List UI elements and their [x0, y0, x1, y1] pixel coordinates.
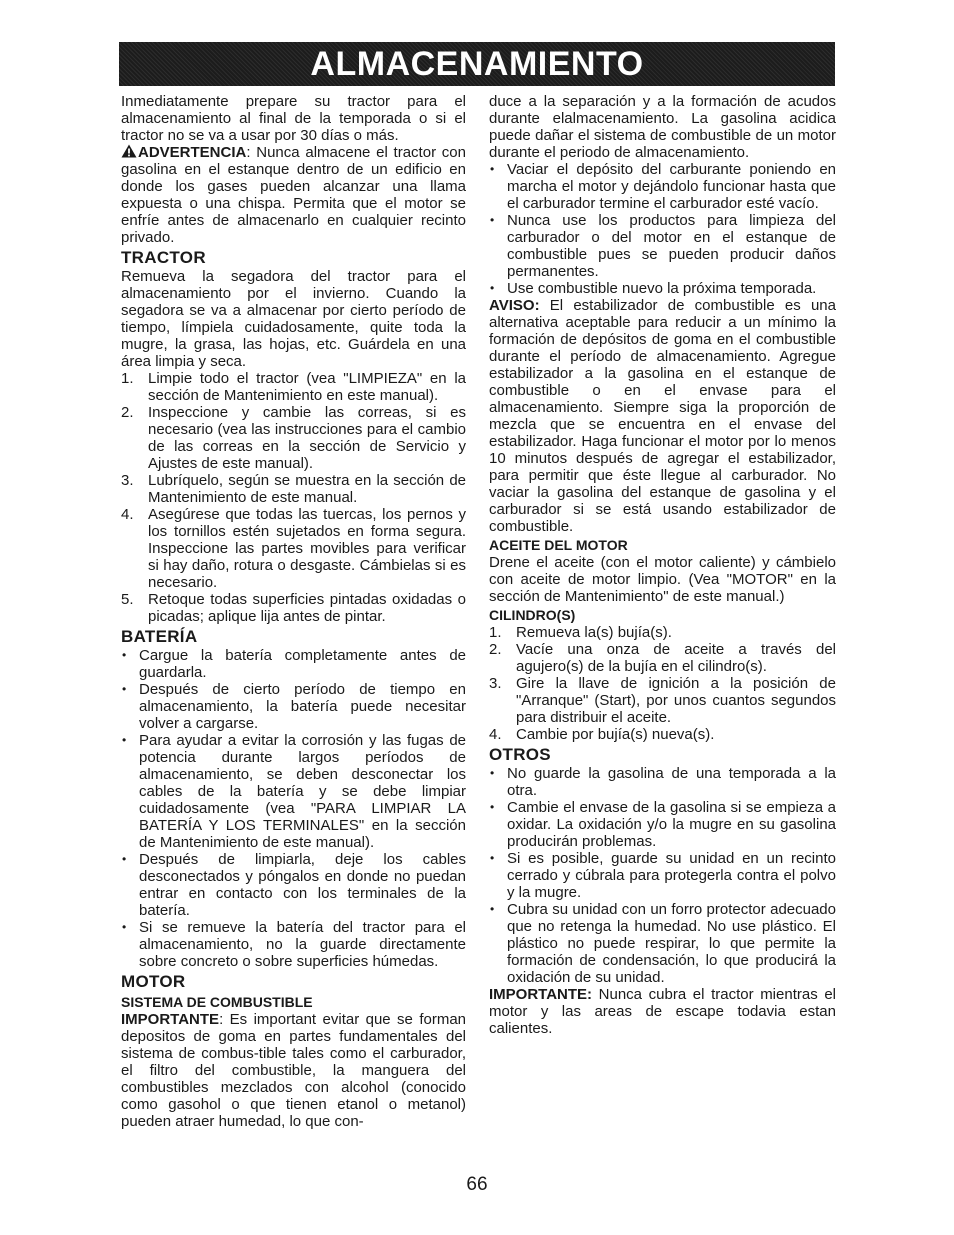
intro-paragraph: Inmediatamente prepare su tractor para el almacenamiento al final de la temporada o si el tractor no se va a usar por 30 días o más.: [121, 93, 466, 144]
step-text: Limpie todo el tractor (vea "LIMPIEZA" en la sección de Mantenimiento en este manual).: [148, 370, 466, 404]
otros-bullets: [489, 765, 836, 986]
fuel-system-text: : Es important evitar que se forman depositos de goma en partes fundamentales del sistema de combus-tible tales como el carburador, el filtro del combustible, la manguera del combustibles mezclados con alcohol (conocido como gasohol o que tienen etanol o metanol) pueden atraer humedad, lo que con-: [121, 1011, 466, 1130]
list-item: [489, 675, 836, 726]
list-item: [121, 919, 466, 970]
step-text: Remueva la(s) bujía(s).: [516, 624, 672, 641]
cilindros-heading: CILINDRO(S): [489, 607, 576, 623]
warning-text: : Nunca almacene el tractor con gasolina en el estanque dentro de un edificio en donde los gases pueden alcanzar una llama expuesta o una chispa. Permita que el motor se enfríe antes de almacenarlo en cualquier recinto privado.: [121, 144, 466, 246]
left-column: [121, 93, 466, 1130]
bullet-text: Nunca use los productos para limpieza del carburador o del motor en el estanque de combustible pues se pueden producir daños permanentes.: [507, 212, 836, 280]
importante-text: Nunca cubra el tractor mientras el motor y las areas de escape todavia estan calientes.: [489, 986, 836, 1037]
page-number: 66: [466, 1174, 488, 1195]
bullet-text: Use combustible nuevo la próxima temporada.: [507, 280, 817, 297]
step-text: Inspeccione y cambie las correas, si es necesario (vea las instrucciones para el cambio de las correas en la sección de Servicio y Ajustes de este manual).: [148, 404, 466, 472]
bateria-heading: BATERÍA: [121, 627, 198, 646]
bullet-text: Cubra su unidad con un forro protector adecuado que no retenga la humedad. No use plástico. El plástico no puede respirar, lo que permite la formación de condensación, lo que producirá la oxidación de su unidad.: [507, 901, 836, 986]
aceite-paragraph: Drene el aceite (con el motor caliente) y cámbielo con aceite de motor limpio. (Vea "MOTOR" en la sección de Mantenimiento" de este manual.): [489, 554, 836, 605]
tractor-heading: TRACTOR: [121, 248, 206, 267]
aviso-text: El estabilizador de combustible es una alternativa aceptable para reducir a un mínimo la formación de depósitos de goma en el combustible durante el período de almacenamiento. Agregue estabilizador a la gasolina en el estanque de combustible o en el envase para el almacenamiento. Siempre siga la proporción de mezcla que se encuentra en el envase del estabilizador. Haga funcionar el motor por lo menos 10 minutos después de agregar el estabilizador, para permitir que éste llegue al carburador. No vaciar la gasolina del estanque de gasolina y el carburador si se está usando estabilizador de combustible.: [489, 297, 836, 535]
fuel-system-paragraph: [121, 1011, 466, 1130]
list-item: [489, 765, 836, 799]
bullet-icon: •: [490, 902, 495, 916]
step-number: 4.: [121, 506, 134, 523]
bullet-icon: •: [122, 852, 127, 866]
warning-triangle-icon: [121, 144, 137, 158]
bateria-bullets: [121, 647, 466, 970]
importante-label: IMPORTANTE:: [489, 986, 593, 1003]
list-item: [121, 472, 466, 506]
list-item: [121, 732, 466, 851]
motor-heading: MOTOR: [121, 972, 186, 991]
list-item: [121, 506, 466, 591]
list-item: [489, 212, 836, 280]
step-number: 3.: [121, 472, 134, 489]
bullet-icon: •: [490, 213, 495, 227]
step-number: 2.: [121, 404, 134, 421]
bullet-icon: •: [490, 851, 495, 865]
bullet-icon: •: [122, 648, 127, 662]
tractor-paragraph: Remueva la segadora del tractor para el almacenamiento por el invierno. Cuando la segadora se va a almacenar por cierto período de tiempo, límpiela cuidadosamente, quite toda la mugre, la grasa, las hojas, etc. Guárdela en una área limpia y seca.: [121, 268, 466, 370]
bullet-icon: •: [122, 733, 127, 747]
otros-heading: OTROS: [489, 745, 551, 764]
step-text: Vacíe una onza de aceite a través del agujero(s) de la bujía en el cilindro(s).: [516, 641, 836, 675]
list-item: [121, 404, 466, 472]
step-number: 1.: [121, 370, 134, 387]
list-item: [489, 280, 836, 297]
bullet-text: Después de limpiarla, deje los cables desconectados y póngalos en donde no puedan entrar en contacto con los terminales de la batería.: [139, 851, 466, 919]
aviso-paragraph: [489, 297, 836, 535]
bullet-text: Vaciar el depósito del carburante poniendo en marcha el motor y dejándolo funcionar hasta que el carburador termine el carburador esté vacío.: [507, 161, 836, 212]
warning-label: ADVERTENCIA: [138, 144, 247, 161]
step-text: Lubríquelo, según se muestra en la sección de Mantenimiento de este manual.: [148, 472, 466, 506]
bullet-icon: •: [490, 766, 495, 780]
step-text: Cambie por bujía(s) nueva(s).: [516, 726, 715, 743]
fuel-bullets: [489, 161, 836, 297]
list-item: [121, 851, 466, 919]
list-item: [121, 647, 466, 681]
bullet-icon: •: [122, 682, 127, 696]
warning-paragraph: [121, 144, 466, 246]
bullet-icon: •: [122, 920, 127, 934]
continued-paragraph: duce a la separación y a la formación de acudos durante elalmacenamiento. La gasolina acidica puede dañar el sistema de combustible de un motor durante el periodo de almacenamiento.: [489, 93, 836, 161]
tractor-steps: [121, 370, 466, 625]
list-item: [121, 591, 466, 625]
step-number: 3.: [489, 675, 502, 692]
right-column: [489, 93, 836, 1037]
importante-paragraph: [489, 986, 836, 1037]
section-title: ALMACENAMIENTO: [310, 45, 644, 83]
list-item: [121, 681, 466, 732]
step-text: Retoque todas superficies pintadas oxidadas o picadas; aplique lija antes de pintar.: [148, 591, 466, 625]
bullet-icon: •: [490, 162, 495, 176]
list-item: [489, 161, 836, 212]
cilindros-steps: [489, 624, 836, 743]
bullet-text: Si es posible, guarde su unidad en un recinto cerrado y cúbrala para protegerla contra el polvo y la mugre.: [507, 850, 836, 901]
list-item: [489, 624, 836, 641]
list-item: [489, 850, 836, 901]
bullet-text: Para ayudar a evitar la corrosión y las fugas de potencia durante largos períodos de almacenamiento, se deben desconectar los cables de la batería y se debe limpiar cuidadosamente (vea "PARA LIMPIAR LA BATERÍA Y LOS TERMINALES" en la sección de Mantenimiento de este manual).: [139, 732, 466, 851]
bullet-text: Cargue la batería completamente antes de guardarla.: [139, 647, 466, 681]
bullet-icon: •: [490, 281, 495, 295]
list-item: [489, 901, 836, 986]
fuel-system-subheading: SISTEMA DE COMBUSTIBLE: [121, 994, 313, 1010]
importante-label: IMPORTANTE: [121, 1011, 220, 1028]
step-number: 4.: [489, 726, 502, 743]
aviso-label: AVISO:: [489, 297, 540, 314]
step-text: Gire la llave de ignición a la posición de "Arranque" (Start), por unos cuantos segundos para distribuir el aceite.: [516, 675, 836, 726]
step-number: 5.: [121, 591, 134, 608]
list-item: [489, 726, 836, 743]
bullet-text: No guarde la gasolina de una temporada a la otra.: [507, 765, 836, 799]
aceite-heading: ACEITE DEL MOTOR: [489, 537, 628, 553]
step-text: Asegúrese que todas las tuercas, los pernos y los tornillos estén sujetados en forma segura. Inspeccione las partes movibles para verificar si hay daño, rotura o desgaste. Cámbielas si es necesario.: [148, 506, 466, 591]
bullet-text: Después de cierto período de tiempo en almacenamiento, la batería puede necesitar volver a cargarse.: [139, 681, 466, 732]
list-item: [121, 370, 466, 404]
list-item: [489, 641, 836, 675]
section-banner: [119, 42, 835, 86]
bullet-text: Si se remueve la batería del tractor para el almacenamiento, no la guarde directamente sobre concreto o sobre superficies húmedas.: [139, 919, 466, 970]
step-number: 1.: [489, 624, 502, 641]
list-item: [489, 799, 836, 850]
step-number: 2.: [489, 641, 502, 658]
bullet-text: Cambie el envase de la gasolina si se empieza a oxidar. La oxidación y/o la mugre en su gasolina producirán problemas.: [507, 799, 836, 850]
bullet-icon: •: [490, 800, 495, 814]
